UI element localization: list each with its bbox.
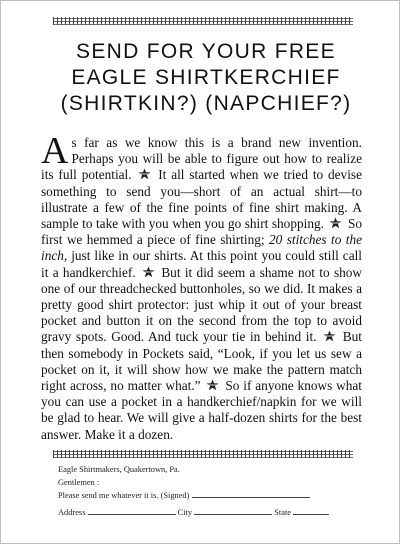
headline-line-3: (SHIRTKIN?) (NAPCHIEF?)	[60, 92, 352, 115]
eagle-icon	[323, 330, 336, 342]
headline-line-2: EAGLE SHIRTKERCHIEF	[71, 66, 341, 89]
paragraph-3-italic: 20 stitches to the inch,	[41, 232, 363, 264]
paragraph-5: But then somebody in Pockets said, “Look, if you let us sew a pocket on it, it will show how we make the pattern match right across, no matter what.”	[41, 329, 362, 394]
paragraph-1: s far as we know this is a brand new invention. Perhaps you will be able to figure out how to realize its full potential.	[41, 135, 362, 183]
address-field[interactable]	[88, 506, 176, 515]
bottom-pattern-band	[53, 450, 353, 458]
coupon-request: Please send me whatever it is. (Signed)	[58, 491, 190, 500]
coupon-address-row	[58, 506, 358, 519]
city-field[interactable]	[194, 506, 272, 515]
eagle-icon	[142, 266, 155, 278]
eagle-icon	[206, 379, 219, 391]
mail-coupon	[58, 463, 358, 519]
body-copy	[41, 130, 363, 443]
signature-field[interactable]	[192, 489, 310, 498]
state-field[interactable]	[293, 506, 329, 515]
headline-line-1: SEND FOR YOUR FREE	[76, 40, 336, 63]
paragraph-3b: just like in our shirts. At this point you could still call it a handkerchief.	[41, 248, 362, 280]
paragraph-4: But it did seem a shame not to show one of our threadchecked buttonholes, so we did. It makes a pretty good shirt protector: just whip it out of your breast pocket and button it on the second from the top to avoid gravy spots. Good. And tuck your tie in behind it.	[41, 264, 363, 345]
paragraph-6: So if anyone knows what you can use a pocket in a handkerchief/napkin for we will be glad to hear. We will give a half-dozen shirts for the best answer. Make it a dozen.	[41, 378, 363, 442]
coupon-request-row	[58, 489, 358, 502]
top-pattern-band	[53, 17, 353, 25]
paragraph-2: It all started when we tried to devise something to send you—short of an actual shirt—to illustrate a few of the fine points of fine shirt making. A sample to take with you when you go shirt shopping.	[41, 167, 362, 232]
coupon-company: Eagle Shirtmakers, Quakertown, Pa.	[58, 465, 180, 474]
city-label: City	[177, 508, 193, 517]
eagle-icon	[329, 217, 342, 229]
headline	[41, 39, 371, 117]
address-label: Address	[58, 508, 86, 517]
state-label: State	[274, 508, 292, 517]
eagle-icon	[138, 168, 151, 180]
paragraph-3a: So first we hemmed a piece of fine shirting;	[41, 216, 362, 248]
drop-cap: A	[41, 130, 69, 172]
coupon-salutation: Gentlemen :	[58, 478, 100, 487]
